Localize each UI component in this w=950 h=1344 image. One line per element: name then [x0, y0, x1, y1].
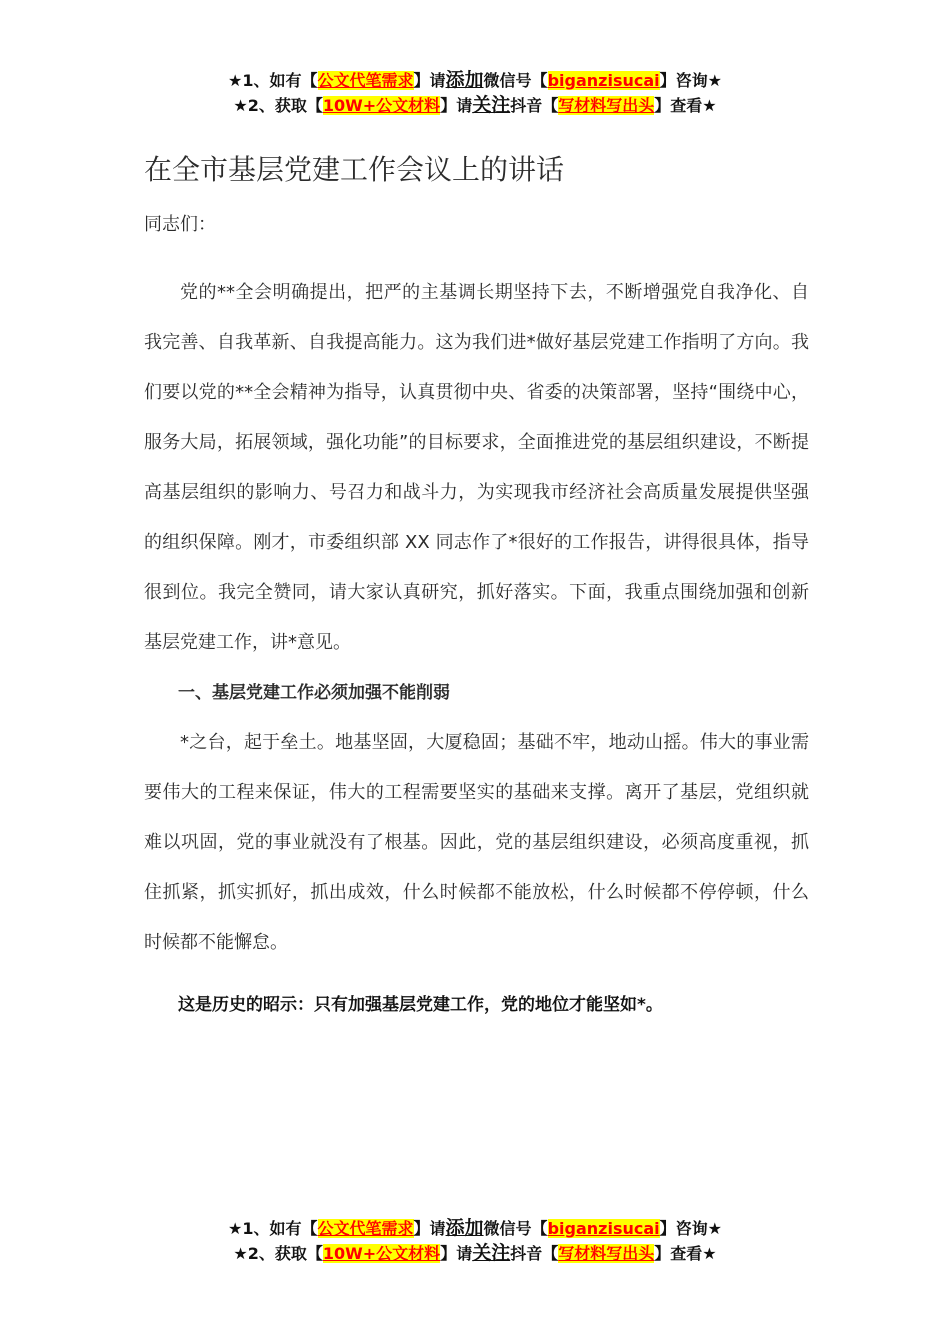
document-title: 在全市基层党建工作会议上的讲话: [144, 153, 565, 186]
banner-text: ★2、获取【: [233, 96, 323, 115]
banner-text: 】请: [413, 1219, 446, 1238]
paragraph-section-1: *之台，起于垒土。地基坚固，大厦稳固；基础不牢，地动山摇。伟大的事业需要伟大的工程来保证，伟大的工程需要坚实的基础来支撑。离开了基层，党组织就难以巩固，党的事业就没有了根基。因此，党的基层组织建设，必须高度重视，抓住抓紧，抓实抓好，抓出成效，什么时候都不能放松，什么时候都不停停顿，什么时候都不能懈怠。: [144, 732, 809, 953]
banner-text: 抖音【: [510, 1244, 559, 1263]
banner-text: 】咨询★: [659, 1219, 722, 1238]
banner-emphasis: 关注: [472, 94, 511, 116]
paragraph-intro: 党的**全会明确提出，把严的主基调长期坚持下去，不断增强党自我净化、自我完善、自我革新、自我提高能力。这为我们进*做好基层党建工作指明了方向。我们要以党的**全会精神为指导，认真贯彻中央、省委的决策部署，坚持“围绕中心，服务大局，拓展领域，强化功能”的目标要求，全面推进党的基层组织建设，不断提高基层组织的影响力、号召力和战斗力，为实现我市经济社会高质量发展提供坚强的组织保障。刚才，市委组织部 XX 同志作了*很好的工作报告，讲得很具体，指导很到位。我完全赞同，请大家认真研究，抓好落实。下面，我重点围绕加强和创新基层党建工作，讲*意见。: [144, 282, 809, 653]
banner-emphasis: 添加: [445, 1217, 484, 1239]
banner-text: 】咨询★: [659, 71, 722, 90]
banner-line-1: [0, 68, 950, 93]
banner-highlight-wechat: biganzisucai: [547, 1219, 660, 1238]
banner-text: 】查看★: [654, 96, 717, 115]
banner-highlight-service: 公文代笔需求: [317, 1219, 414, 1238]
banner-emphasis: 关注: [472, 1242, 511, 1264]
banner-text: 微信号【: [483, 71, 548, 90]
banner-line-2: [0, 93, 950, 118]
banner-text: ★1、如有【: [228, 1219, 318, 1238]
banner-highlight-materials: 10W+公文材料: [322, 1244, 441, 1263]
banner-text: 抖音【: [510, 96, 559, 115]
banner-text: 】请: [440, 96, 473, 115]
section-heading-1: 一、基层党建工作必须加强不能削弱: [178, 683, 450, 703]
banner-line-2: [0, 1241, 950, 1266]
banner-highlight-wechat: biganzisucai: [547, 71, 660, 90]
banner-emphasis: 添加: [445, 69, 484, 91]
bold-paragraph: 这是历史的昭示：只有加强基层党建工作，党的地位才能坚如*。: [178, 995, 663, 1015]
bottom-banner: [0, 1216, 950, 1266]
banner-text: 】查看★: [654, 1244, 717, 1263]
banner-highlight-service: 公文代笔需求: [317, 71, 414, 90]
banner-line-1: [0, 1216, 950, 1241]
document-body: [144, 146, 809, 1030]
banner-text: 】请: [440, 1244, 473, 1263]
top-banner: [0, 68, 950, 118]
banner-text: 微信号【: [483, 1219, 548, 1238]
banner-text: 】请: [413, 71, 446, 90]
banner-text: ★2、获取【: [233, 1244, 323, 1263]
salutation: 同志们：: [144, 214, 216, 235]
banner-highlight-materials: 10W+公文材料: [322, 96, 441, 115]
banner-highlight-douyin: 写材料写出头: [558, 96, 655, 115]
banner-text: ★1、如有【: [228, 71, 318, 90]
banner-highlight-douyin: 写材料写出头: [558, 1244, 655, 1263]
